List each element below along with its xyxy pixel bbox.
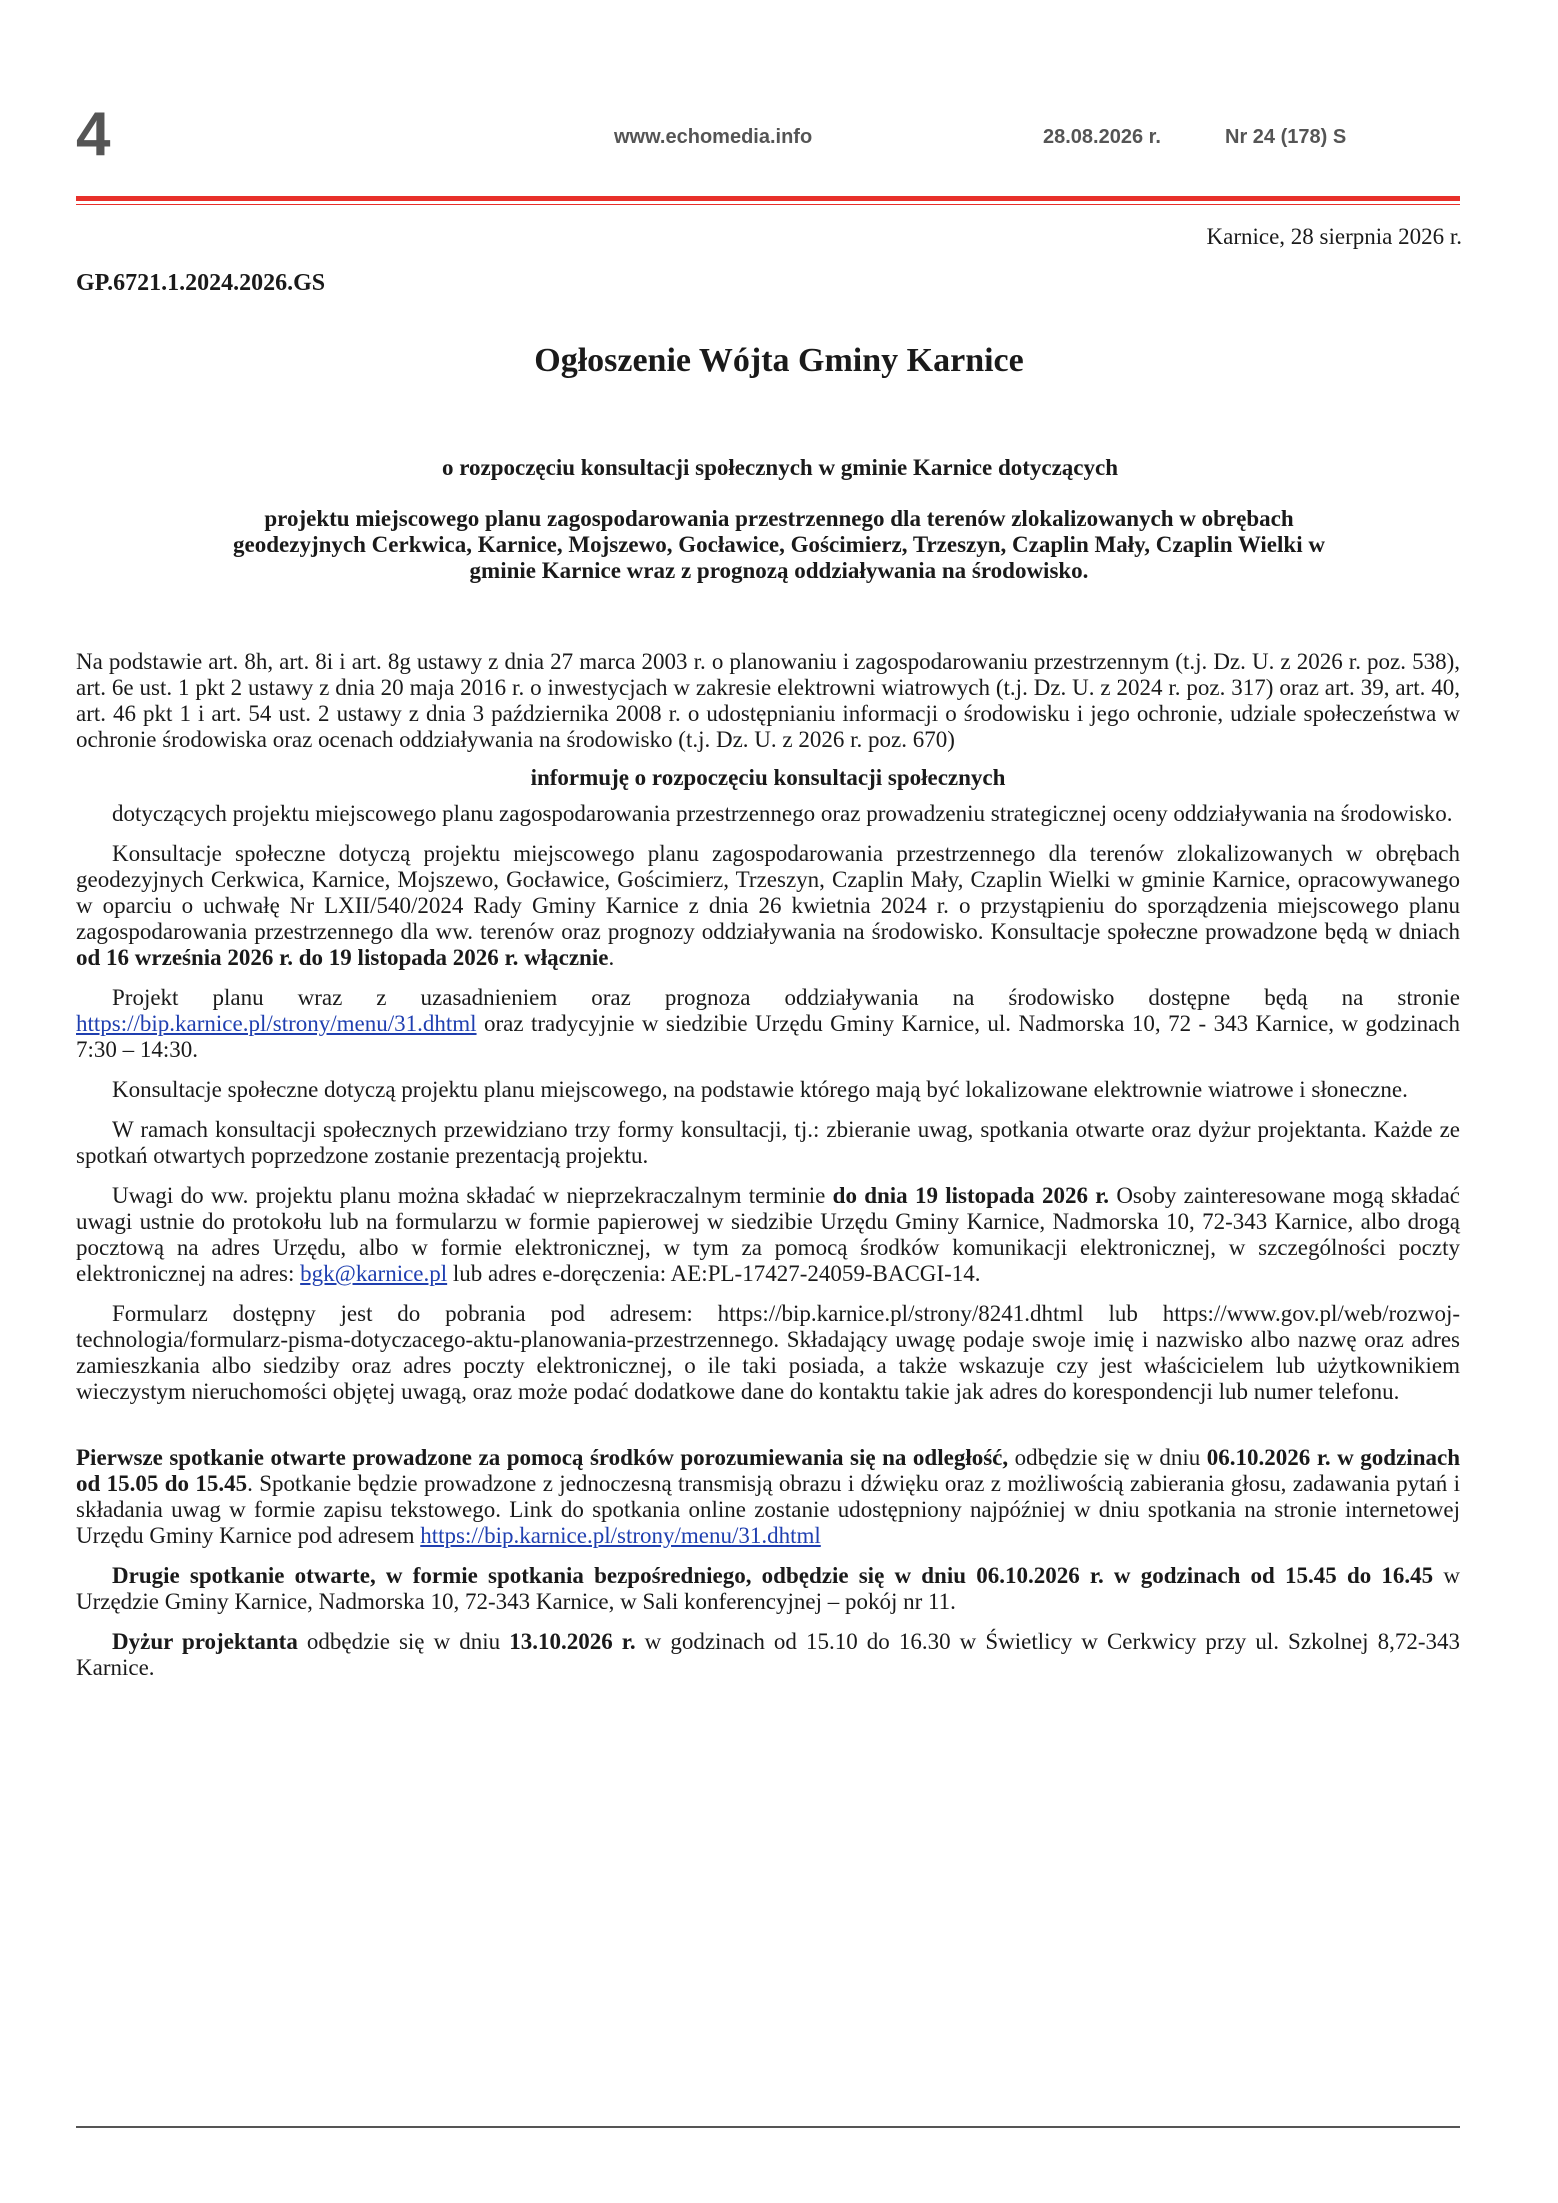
- project-availability-text: Projekt planu wraz z uzasadnieniem oraz prognoza oddziaływania na środowisko dostępne będą na stronie: [112, 985, 1460, 1010]
- header-divider-thin: [76, 204, 1460, 205]
- remarks-detail: Osoby zainteresowane mogą składać uwagi ustnie do protokołu lub na formularzu w formie papierowej w siedzibie Urzędu Gminy Karnice, Nadmorska 10, 72-343 Karnice, albo drogą pocztową na adres Urzędu, albo w formie elektronicznej, w tym za pomocą środków komunikacji elektronicznej, w szczególności poczty elektronicznej na adres:: [76, 1183, 1460, 1286]
- email-link[interactable]: bgk@karnice.pl: [300, 1261, 448, 1286]
- first-meeting-text: odbędzie się w dniu: [1008, 1445, 1207, 1470]
- designer-duty-heading: Dyżur projektanta: [112, 1629, 298, 1654]
- subtitle-line1: o rozpoczęciu konsultacji społecznych w gminie Karnice dotyczących: [441, 455, 1119, 480]
- footer-divider: [76, 2126, 1460, 2128]
- remarks-deadline: do dnia 19 listopada 2026 r.: [832, 1183, 1110, 1208]
- meeting-link[interactable]: https://bip.karnice.pl/strony/menu/31.dhtml: [420, 1523, 821, 1548]
- regarding-paragraph: dotyczących projektu miejscowego planu zagospodarowania przestrzennego oraz prowadzeniu strategicznej oceny oddziaływania na środowisko.: [112, 801, 1453, 826]
- legal-basis-paragraph: Na podstawie art. 8h, art. 8i i art. 8g ustawy z dnia 27 marca 2003 r. o planowaniu i zagospodarowaniu przestrzennym (t.j. Dz. U. z 2026 r. poz. 538), art. 6e ust. 1 pkt 2 ustawy z dnia 20 maja 2016 r. o inwestycjach w zakresie elektrowni wiatrowych (t.j. Dz. U. z 2024 r. poz. 317) oraz art. 39, art. 40, art. 46 pkt 1 i art. 54 ust. 2 ustawy z dnia 3 października 2008 r. o udostępnianiu informacji o środowisku i jego ochronie, udziale społeczeństwa w ochronie środowiska oraz ocenach oddziaływania na środowisko (t.j. Dz. U. z 2026 r. poz. 670): [76, 649, 1460, 752]
- announcement-body: [76, 649, 1460, 1681]
- bip-link[interactable]: https://bip.karnice.pl/strony/menu/31.dhtml: [76, 1011, 477, 1036]
- first-meeting-date: 06.10.2026 r. w godzinach od 15.05 do 15.45: [76, 1445, 1460, 1496]
- consultation-scope-text: Konsultacje społeczne dotyczą projektu miejscowego planu zagospodarowania przestrzennego dla terenów zlokalizowanych w obrębach geodezyjnych Cerkwica, Karnice, Mojszewo, Gocławice, Gościmierz, Trzeszyn, Czaplin Mały, Czaplin Wielki w gminie Karnice, opracowywanego w oparciu o uchwałę Nr LXII/540/2024 Rady Gminy Karnice z dnia 26 kwietnia 2024 r. o przystąpieniu do sporządzenia miejscowego planu zagospodarowania przestrzennego dla ww. terenów oraz prognozy oddziaływania na środowisko. Konsultacje społeczne prowadzone będą w dniach: [76, 841, 1460, 944]
- designer-duty-text: odbędzie się w dniu: [297, 1629, 510, 1654]
- consultation-scope-paragraph: [76, 841, 1460, 971]
- inform-heading: informuję o rozpoczęciu konsultacji społecznych: [530, 765, 1006, 790]
- remarks-paragraph: [76, 1183, 1460, 1287]
- issue-number: Nr 24 (178) S: [1225, 126, 1347, 148]
- consultation-period: od 16 września 2026 r. do 19 listopada 2026 r. włącznie: [76, 945, 609, 970]
- second-meeting-paragraph: [76, 1563, 1460, 1615]
- subtitle-project: projektu miejscowego planu zagospodarowania przestrzennego dla terenów zlokalizowanych w obrębach geodezyjnych Cerkwica, Karnice, Mojszewo, Gocławice, Gościmierz, Trzeszyn, Czaplin Mały, Czaplin Wielki w gminie Karnice wraz z prognozą oddziaływania na środowisko.: [233, 506, 1325, 583]
- first-meeting-paragraph: [76, 1445, 1460, 1549]
- announcement-title: Ogłoszenie Wójta Gminy Karnice: [534, 342, 1024, 379]
- designer-duty-date: 13.10.2026 r.: [509, 1629, 636, 1654]
- remarks-text: Uwagi do ww. projektu planu można składać w nieprzekraczalnym terminie: [112, 1183, 833, 1208]
- page-header: [76, 100, 1460, 169]
- reference-number: GP.6721.1.2024.2026.GS: [76, 270, 326, 296]
- project-availability-end: oraz tradycyjnie w siedzibie Urzędu Gminy Karnice, ul. Nadmorska 10, 72 - 343 Karnice, w godzinach 7:30 – 14:30.: [76, 1011, 1460, 1062]
- designer-duty-paragraph: [76, 1629, 1460, 1681]
- first-meeting-detail: . Spotkanie będzie prowadzone z jednoczesną transmisją obrazu i dźwięku oraz z możliwością zabierania głosu, zadawania pytań i składania uwag w formie zapisu tekstowego. Link do spotkania online zostanie udostępniony najpóźniej w dniu spotkania na stronie internetowej Urzędu Gminy Karnice pod adresem: [76, 1471, 1460, 1548]
- form-paragraph: Formularz dostępny jest do pobrania pod adresem: https://bip.karnice.pl/strony/8241.dhtml lub https://www.gov.pl/web/rozwoj-technologia/formularz-pisma-dotyczacego-aktu-planowania-przestrzennego. Składający uwagę podaje swoje imię i nazwisko albo nazwę oraz adres zamieszkania albo siedziby oraz adres poczty elektronicznej, o ile taki posiada, a także wskazuje czy jest właścicielem lub użytkownikiem wieczystym nieruchomości objętej uwagą, oraz może podać dodatkowe dane do kontaktu takie jak adres do korespondencji lub numer telefonu.: [76, 1301, 1460, 1404]
- designer-duty-detail: w godzinach od 15.10 do 16.30 w Świetlicy w Cerkwicy przy ul. Szkolnej 8,72-343 Karnice.: [76, 1629, 1461, 1680]
- header-divider: [76, 196, 1460, 201]
- consultation-forms-paragraph: W ramach konsultacji społecznych przewidziano trzy formy konsultacji, tj.: zbieranie uwag, spotkania otwarte oraz dyżur projektanta. Każde ze spotkań otwartych poprzedzone zostanie prezentacją projektu.: [76, 1117, 1460, 1168]
- second-meeting-detail: w Urzędzie Gminy Karnice, Nadmorska 10, 72-343 Karnice, w Sali konferencyjnej – pokój nr 11.: [76, 1563, 1460, 1614]
- consultation-scope-end: .: [608, 945, 615, 970]
- issue-date: 28.08.2026 r.: [1043, 126, 1161, 148]
- second-meeting-heading: Drugie spotkanie otwarte, w formie spotkania bezpośredniego, odbędzie się w dniu 06.10.2026 r. w godzinach od 15.45 do 16.45: [112, 1563, 1434, 1588]
- wind-solar-paragraph: Konsultacje społeczne dotyczą projektu planu miejscowego, na podstawie którego mają być lokalizowane elektrownie wiatrowe i słoneczne.: [112, 1077, 1408, 1102]
- place-date: Karnice, 28 sierpnia 2026 r.: [1206, 224, 1462, 249]
- first-meeting-heading: Pierwsze spotkanie otwarte prowadzone za pomocą środków porozumiewania się na odległość,: [76, 1445, 1009, 1470]
- page-number: 4: [76, 100, 111, 169]
- project-availability-paragraph: [76, 985, 1460, 1063]
- remarks-edelivery: lub adres e-doręczenia: AE:PL-17427-24059-BACGI-14.: [447, 1261, 981, 1286]
- site-url: www.echomedia.info: [614, 126, 813, 148]
